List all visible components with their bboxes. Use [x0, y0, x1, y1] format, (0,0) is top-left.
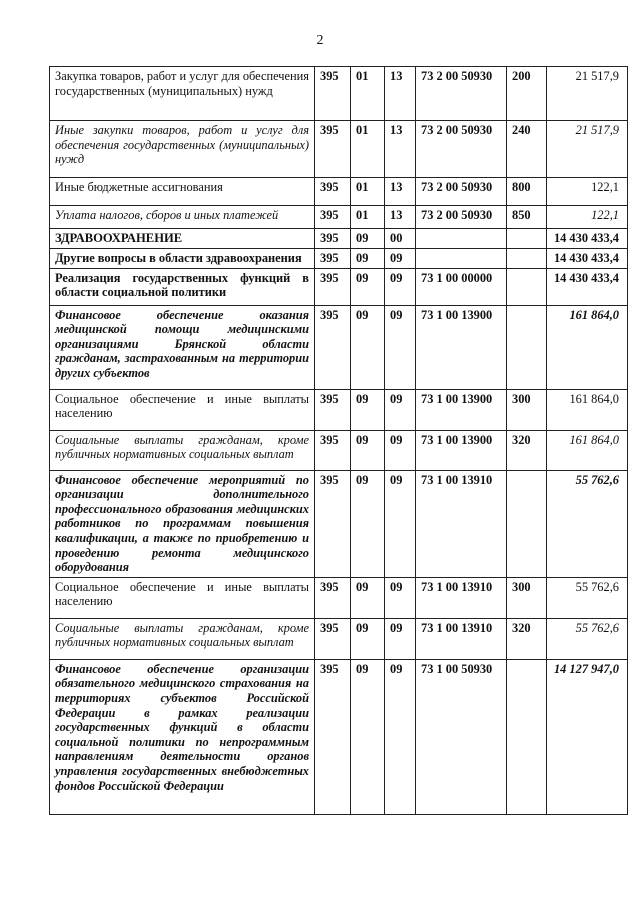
row-sum: 14 430 433,4 [547, 229, 628, 249]
row-pr: 09 [385, 268, 416, 305]
row-csr: 73 2 00 50930 [416, 206, 507, 229]
table-row [50, 229, 628, 249]
page-number: 2 [316, 33, 324, 48]
row-pr: 09 [385, 248, 416, 268]
row-vr: 200 [507, 67, 547, 121]
table-row [50, 121, 628, 178]
row-rz: 09 [351, 618, 385, 659]
row-vr: 800 [507, 178, 547, 206]
row-name: Реализация государственных функций в области социальной политики [50, 268, 315, 305]
row-name: Иные закупки товаров, работ и услуг для обеспечения государственных (муниципальных) нужд [50, 121, 315, 178]
row-pr: 09 [385, 577, 416, 618]
row-sum: 21 517,9 [547, 67, 628, 121]
row-pr: 09 [385, 659, 416, 814]
row-rz: 09 [351, 229, 385, 249]
row-vr [507, 305, 547, 389]
row-rz: 01 [351, 67, 385, 121]
row-sum: 14 430 433,4 [547, 268, 628, 305]
row-name: Другие вопросы в области здравоохранения [50, 248, 315, 268]
row-sum: 161 864,0 [547, 430, 628, 470]
row-rz: 09 [351, 389, 385, 430]
table-row [50, 470, 628, 577]
row-sum: 14 127 947,0 [547, 659, 628, 814]
row-csr: 73 2 00 50930 [416, 178, 507, 206]
table-row [50, 248, 628, 268]
table-row [50, 206, 628, 229]
table-row [50, 430, 628, 470]
row-rz: 09 [351, 248, 385, 268]
row-pr: 09 [385, 618, 416, 659]
table-row [50, 178, 628, 206]
row-ved: 395 [315, 389, 351, 430]
row-rz: 01 [351, 206, 385, 229]
row-vr [507, 659, 547, 814]
row-ved: 395 [315, 67, 351, 121]
table-row [50, 67, 628, 121]
row-sum: 21 517,9 [547, 121, 628, 178]
row-pr: 13 [385, 67, 416, 121]
row-vr [507, 470, 547, 577]
row-pr: 09 [385, 470, 416, 577]
table-row [50, 305, 628, 389]
table-row [50, 577, 628, 618]
row-ved: 395 [315, 577, 351, 618]
row-csr: 73 1 00 00000 [416, 268, 507, 305]
row-vr: 240 [507, 121, 547, 178]
row-name: Социальное обеспечение и иные выплаты населению [50, 577, 315, 618]
row-pr: 09 [385, 305, 416, 389]
table-row [50, 618, 628, 659]
row-csr: 73 1 00 13910 [416, 470, 507, 577]
row-name: Закупка товаров, работ и услуг для обеспечения государственных (муниципальных) нужд [50, 67, 315, 121]
budget-table [49, 66, 628, 815]
row-sum: 122,1 [547, 178, 628, 206]
row-csr: 73 1 00 13910 [416, 618, 507, 659]
row-ved: 395 [315, 305, 351, 389]
row-ved: 395 [315, 178, 351, 206]
row-sum: 55 762,6 [547, 577, 628, 618]
row-name: Финансовое обеспечение оказания медицинской помощи медицинскими организациями Брянской области гражданам, застрахованным на территории других субъектов [50, 305, 315, 389]
row-sum: 122,1 [547, 206, 628, 229]
row-name: Иные бюджетные ассигнования [50, 178, 315, 206]
row-vr [507, 229, 547, 249]
row-vr: 850 [507, 206, 547, 229]
row-ved: 395 [315, 659, 351, 814]
row-ved: 395 [315, 206, 351, 229]
row-vr [507, 248, 547, 268]
row-sum: 14 430 433,4 [547, 248, 628, 268]
row-rz: 01 [351, 178, 385, 206]
row-name: Уплата налогов, сборов и иных платежей [50, 206, 315, 229]
row-rz: 09 [351, 577, 385, 618]
row-csr: 73 1 00 13910 [416, 577, 507, 618]
row-name: ЗДРАВООХРАНЕНИЕ [50, 229, 315, 249]
row-ved: 395 [315, 121, 351, 178]
row-csr [416, 248, 507, 268]
row-sum: 55 762,6 [547, 618, 628, 659]
row-name: Социальные выплаты гражданам, кроме публичных нормативных социальных выплат [50, 430, 315, 470]
row-csr: 73 1 00 50930 [416, 659, 507, 814]
row-rz: 09 [351, 470, 385, 577]
row-pr: 13 [385, 206, 416, 229]
row-pr: 13 [385, 121, 416, 178]
row-rz: 09 [351, 305, 385, 389]
row-name: Финансовое обеспечение мероприятий по организации дополнительного профессионального образования медицинских работников по программам повышения квалификации, а также по приобретению и проведению ремонта медицинского оборудования [50, 470, 315, 577]
row-csr: 73 2 00 50930 [416, 121, 507, 178]
row-rz: 01 [351, 121, 385, 178]
row-pr: 09 [385, 430, 416, 470]
row-name: Социальные выплаты гражданам, кроме публичных нормативных социальных выплат [50, 618, 315, 659]
row-ved: 395 [315, 229, 351, 249]
row-csr: 73 1 00 13900 [416, 430, 507, 470]
row-name: Финансовое обеспечение организации обязательного медицинского страхования на территориях субъектов Российской Федерации в рамках реализации государственных функций в области социальной политики по непрограммным направлениям деятельности органов управления государственных внебюджетных фондов Российской Федерации [50, 659, 315, 814]
row-ved: 395 [315, 618, 351, 659]
row-sum: 55 762,6 [547, 470, 628, 577]
row-csr [416, 229, 507, 249]
row-sum: 161 864,0 [547, 389, 628, 430]
table-row [50, 659, 628, 814]
row-ved: 395 [315, 430, 351, 470]
row-csr: 73 1 00 13900 [416, 305, 507, 389]
row-ved: 395 [315, 470, 351, 577]
table-row [50, 268, 628, 305]
row-pr: 13 [385, 178, 416, 206]
row-vr [507, 268, 547, 305]
row-name: Социальное обеспечение и иные выплаты населению [50, 389, 315, 430]
row-ved: 395 [315, 248, 351, 268]
row-csr: 73 2 00 50930 [416, 67, 507, 121]
row-vr: 320 [507, 430, 547, 470]
row-sum: 161 864,0 [547, 305, 628, 389]
row-pr: 09 [385, 389, 416, 430]
row-vr: 300 [507, 389, 547, 430]
row-pr: 00 [385, 229, 416, 249]
row-rz: 09 [351, 430, 385, 470]
row-vr: 320 [507, 618, 547, 659]
row-ved: 395 [315, 268, 351, 305]
row-rz: 09 [351, 659, 385, 814]
row-rz: 09 [351, 268, 385, 305]
table-row [50, 389, 628, 430]
row-vr: 300 [507, 577, 547, 618]
row-csr: 73 1 00 13900 [416, 389, 507, 430]
